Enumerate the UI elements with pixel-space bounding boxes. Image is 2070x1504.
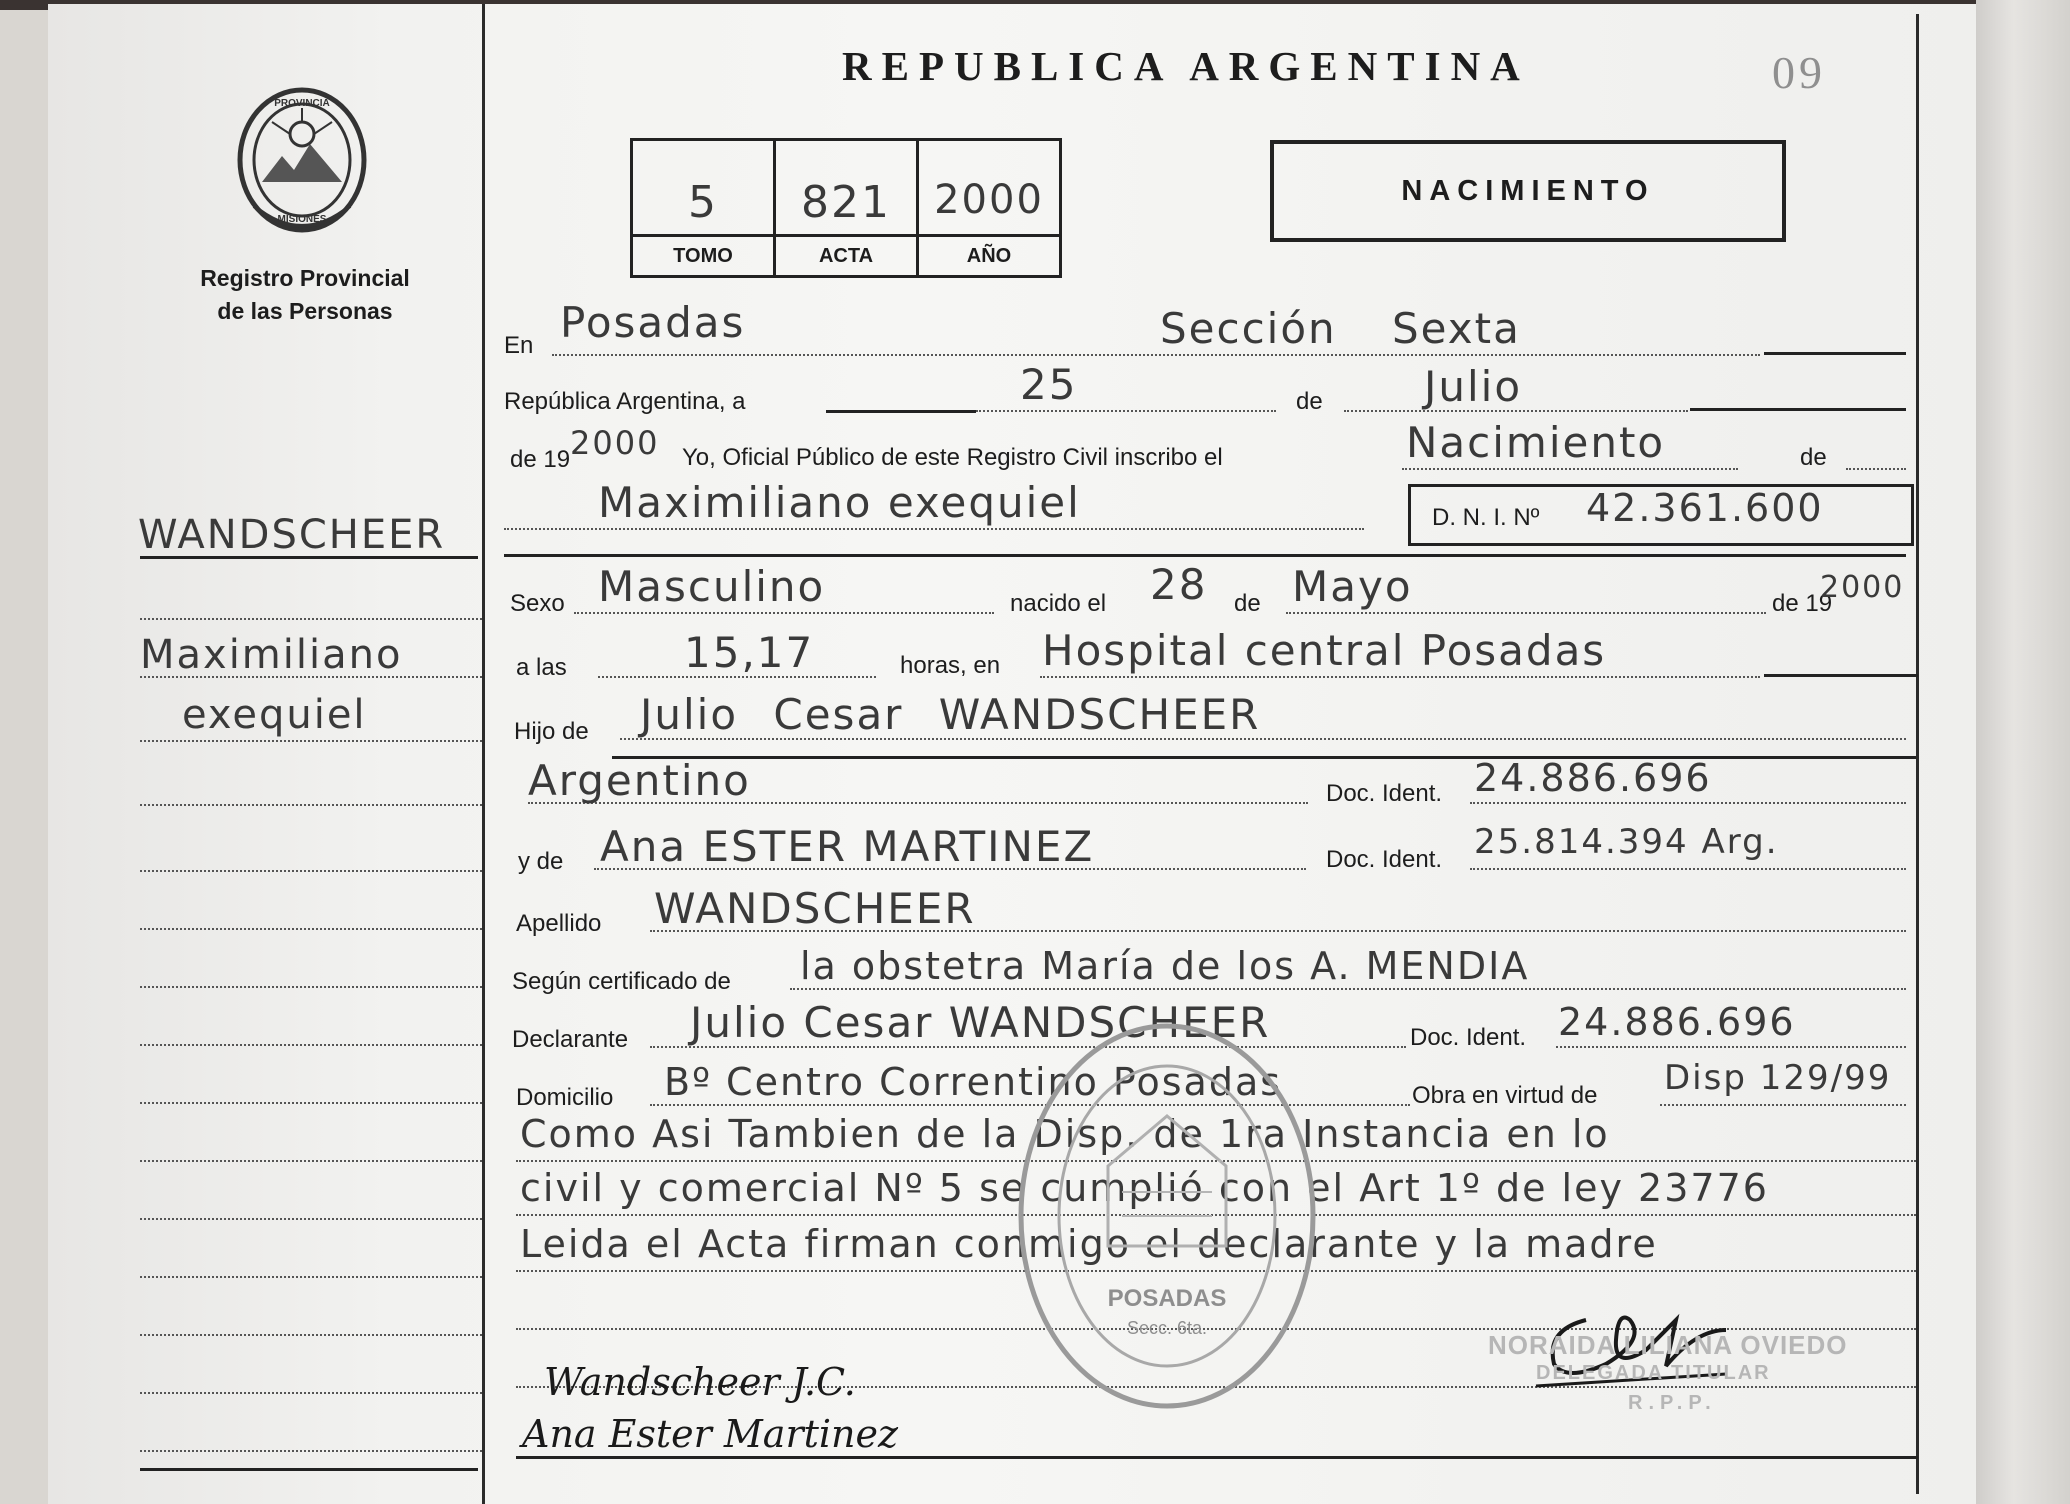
domicilio-value: Bº Centro Correntino Posadas: [664, 1060, 1283, 1104]
apellido-label: Apellido: [516, 910, 602, 937]
field-line: [1660, 1104, 1906, 1106]
country-title: REPUBLICA ARGENTINA: [842, 43, 1530, 89]
registrar-office: R.P.P.: [1628, 1392, 1717, 1414]
declarante-label: Declarante: [512, 1026, 629, 1053]
provincial-seal-icon: [232, 86, 372, 238]
field-line: [504, 528, 1364, 530]
mother-signature: Ana Ester Martinez: [522, 1412, 899, 1456]
hijo-label: Hijo de: [514, 718, 589, 745]
field-line: [790, 988, 1906, 990]
section-value: Sección Sexta: [1160, 304, 1521, 353]
margin-line: [140, 928, 482, 930]
field-line: [1764, 674, 1918, 677]
sexo-value: Masculino: [598, 562, 826, 611]
page-edge: [1976, 0, 2070, 1504]
notes-line-1: Como Asi Tambien de la Disp. de 1ra Instancia en lo: [520, 1112, 1610, 1156]
dni-label: D. N. I. Nº: [1432, 504, 1540, 531]
yde-label: y de: [518, 848, 564, 875]
mother-doc-value: 25.814.394 Arg.: [1474, 822, 1779, 862]
margin-line: [140, 1392, 482, 1394]
birth-year-value: 2000: [1820, 570, 1905, 605]
certificate-value: la obstetra María de los A. MENDIA: [800, 944, 1530, 988]
field-line: [1040, 676, 1760, 678]
registrar-title: DELEGADA TITULAR: [1536, 1362, 1771, 1384]
seal-text-bottom: MISIONES: [277, 214, 327, 225]
month-value: Julio: [1424, 362, 1523, 411]
time-value: 15,17: [684, 628, 815, 677]
birth-year-prefix: de 19: [1772, 590, 1833, 617]
birthplace-value: Hospital central Posadas: [1042, 626, 1607, 675]
sexo-label: Sexo: [510, 590, 565, 617]
field-line: [1846, 468, 1906, 470]
domicilio-label: Domicilio: [516, 1084, 614, 1111]
registrar-name: NORAIDA LILIANA OVIEDO: [1488, 1330, 1848, 1360]
nacido-label: nacido el: [1010, 590, 1107, 617]
place-value: Posadas: [560, 298, 746, 347]
birth-de-label: de: [1234, 590, 1261, 617]
yo-text: Yo, Oficial Público de este Registro Civil inscribo el: [682, 444, 1223, 471]
declarante-doc-label: Doc. Ident.: [1410, 1024, 1527, 1051]
father-value: Julio Cesar WANDSCHEER: [640, 690, 1261, 739]
margin-line: [140, 1276, 482, 1278]
father-doc-label: Doc. Ident.: [1326, 780, 1443, 807]
registry-name-line2: de las Personas: [217, 298, 393, 324]
ano-value: 2000: [934, 177, 1044, 223]
segun-label: Según certificado de: [512, 968, 731, 995]
dni-value: 42.361.600: [1586, 486, 1824, 530]
mother-value: Ana ESTER MARTINEZ: [600, 822, 1095, 871]
field-line: [552, 354, 1760, 356]
field-line: [1764, 352, 1906, 355]
registry-name: [175, 262, 435, 328]
declarante-doc-value: 24.886.696: [1558, 1000, 1796, 1044]
margin-line: [140, 986, 482, 988]
field-line: [1470, 802, 1906, 804]
tomo-cell: [633, 141, 776, 275]
margin-line: [140, 804, 482, 806]
tomo-caption: TOMO: [633, 234, 773, 275]
field-line: [826, 410, 976, 413]
margin-rule: [482, 4, 485, 1504]
stamp-section: Secc. 6ta.: [1126, 1318, 1208, 1338]
father-doc-value: 24.886.696: [1474, 756, 1712, 800]
tomo-value: 5: [688, 177, 718, 228]
field-line: [1470, 868, 1906, 870]
field-line: [1690, 408, 1906, 411]
act-de-label: de: [1800, 444, 1827, 471]
margin-surname: WANDSCHEER: [138, 512, 446, 558]
record-id-box: [630, 138, 1062, 278]
margin-line: [140, 740, 482, 742]
ano-caption: AÑO: [919, 234, 1059, 275]
margin-line: [140, 676, 482, 678]
date-de-label: de: [1296, 388, 1323, 415]
year-prefix-label: de 19: [510, 446, 571, 473]
notes-line-2: civil y comercial Nº 5 se cumplió con el Art 1º de ley 23776: [520, 1166, 1769, 1210]
margin-line: [140, 1160, 482, 1162]
field-line: [1402, 468, 1738, 470]
acta-cell: [776, 141, 919, 275]
margin-rule-line: [140, 556, 478, 559]
acta-caption: ACTA: [776, 234, 916, 275]
mother-doc-label: Doc. Ident.: [1326, 846, 1443, 873]
margin-line: [140, 870, 482, 872]
alas-label: a las: [516, 654, 567, 681]
seal-text-top: PROVINCIA: [274, 98, 330, 109]
record-type-box: NACIMIENTO: [1270, 140, 1786, 242]
margin-given-name-1: Maximiliano: [140, 632, 403, 678]
section-rule: [612, 756, 1916, 759]
horas-label: horas, en: [900, 652, 1001, 679]
margin-rule-line: [140, 1468, 478, 1471]
section-rule: [516, 1456, 1918, 1459]
obra-value: Disp 129/99: [1664, 1058, 1892, 1098]
margin-given-name-2: exequiel: [182, 692, 367, 738]
father-signature: Wandscheer J.C.: [544, 1360, 856, 1404]
field-line: [1556, 1046, 1906, 1048]
republica-label: República Argentina, a: [504, 388, 746, 415]
registry-name-line1: Registro Provincial: [200, 265, 410, 291]
margin-line: [140, 1102, 482, 1104]
page-number: 09: [1772, 47, 1826, 98]
day-value: 25: [1020, 360, 1078, 409]
notes-line-3: Leida el Acta firman conmigo el declarante y la madre: [520, 1222, 1658, 1266]
stamp-city: POSADAS: [1107, 1285, 1227, 1312]
birth-day-value: 28: [1150, 560, 1208, 609]
margin-line: [140, 1218, 482, 1220]
declarante-value: Julio Cesar WANDSCHEER: [690, 998, 1271, 1047]
year-value: 2000: [570, 424, 660, 462]
field-line: [976, 410, 1276, 412]
margin-line: [140, 1450, 482, 1452]
official-stamp-icon: [1012, 1016, 1322, 1416]
field-line: [574, 612, 994, 614]
margin-line: [140, 618, 482, 620]
margin-line: [140, 1044, 482, 1046]
father-nationality-value: Argentino: [528, 756, 751, 805]
field-line: [1286, 612, 1766, 614]
obra-label: Obra en virtud de: [1412, 1082, 1598, 1109]
acta-value: 821: [801, 177, 891, 228]
child-name-value: Maximiliano exequiel: [598, 478, 1081, 527]
birth-month-value: Mayo: [1292, 562, 1413, 611]
act-type-value: Nacimiento: [1406, 418, 1666, 467]
en-label: En: [504, 332, 534, 359]
margin-line: [140, 1334, 482, 1336]
right-rule: [1916, 14, 1919, 1494]
section-rule: [504, 554, 1906, 557]
ano-cell: [919, 141, 1059, 275]
apellido-value: WANDSCHEER: [654, 884, 976, 933]
